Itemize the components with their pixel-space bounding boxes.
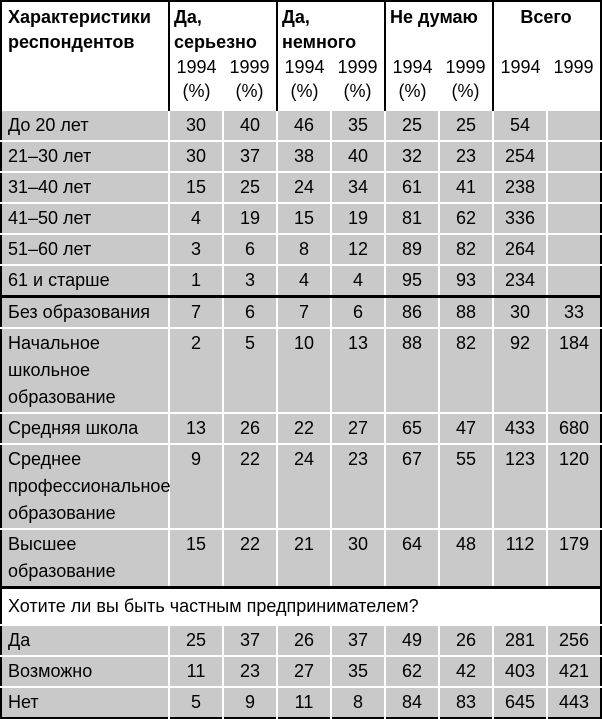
- value-cell: 26: [277, 625, 331, 656]
- row-label: Да: [1, 625, 169, 656]
- value-cell: 234: [493, 265, 547, 297]
- row-label: Возможно: [1, 656, 169, 687]
- value-cell: 25: [439, 111, 493, 141]
- value-cell: 27: [331, 413, 385, 444]
- value-cell: 46: [277, 111, 331, 141]
- table-header: [1, 1, 601, 111]
- value-cell: 22: [223, 444, 277, 529]
- value-cell: 30: [331, 529, 385, 588]
- value-cell: 82: [439, 234, 493, 265]
- value-cell: 38: [277, 141, 331, 172]
- value-cell: 13: [169, 413, 223, 444]
- value-cell: 67: [385, 444, 439, 529]
- value-cell: 48: [439, 529, 493, 588]
- value-cell: 83: [439, 687, 493, 718]
- value-cell: 12: [331, 234, 385, 265]
- table-row: [1, 141, 601, 172]
- value-cell: 5: [223, 328, 277, 413]
- year-header: 1999 (%): [439, 55, 493, 111]
- value-cell: 336: [493, 203, 547, 234]
- value-cell: 84: [385, 687, 439, 718]
- year-header: 1999: [547, 55, 601, 111]
- year-header: 1994 (%): [169, 55, 223, 111]
- value-cell: 120: [547, 444, 601, 529]
- value-cell: 30: [493, 297, 547, 329]
- row-label: 21–30 лет: [1, 141, 169, 172]
- value-cell: 61: [385, 172, 439, 203]
- percent-unit: (%): [290, 81, 319, 101]
- value-cell: [547, 111, 601, 141]
- value-cell: 34: [331, 172, 385, 203]
- value-cell: 8: [277, 234, 331, 265]
- value-cell: 264: [493, 234, 547, 265]
- header-characteristics: Характеристики респондентов: [1, 1, 169, 111]
- value-cell: 40: [223, 111, 277, 141]
- value-cell: 24: [277, 172, 331, 203]
- value-cell: 88: [385, 328, 439, 413]
- table-row: [1, 234, 601, 265]
- value-cell: 62: [439, 203, 493, 234]
- header-group-row: [1, 1, 601, 55]
- value-cell: 23: [439, 141, 493, 172]
- value-cell: [547, 234, 601, 265]
- value-cell: 95: [385, 265, 439, 297]
- value-cell: 88: [439, 297, 493, 329]
- value-cell: 21: [277, 529, 331, 588]
- value-cell: 8: [331, 687, 385, 718]
- percent-unit: (%): [451, 81, 480, 101]
- value-cell: 184: [547, 328, 601, 413]
- value-cell: 112: [493, 529, 547, 588]
- value-cell: 22: [277, 413, 331, 444]
- table-row: [1, 328, 601, 413]
- value-cell: 7: [169, 297, 223, 329]
- value-cell: 25: [223, 172, 277, 203]
- value-cell: 5: [169, 687, 223, 718]
- value-cell: 433: [493, 413, 547, 444]
- value-cell: 27: [277, 656, 331, 687]
- percent-unit: (%): [235, 81, 264, 101]
- percent-unit: (%): [398, 81, 427, 101]
- value-cell: 254: [493, 141, 547, 172]
- table-row: [1, 687, 601, 718]
- year-header: 1994: [493, 55, 547, 111]
- row-label: Средняя школа: [1, 413, 169, 444]
- value-cell: 89: [385, 234, 439, 265]
- table-row: [1, 111, 601, 141]
- value-cell: 35: [331, 111, 385, 141]
- header-group-dont-think: Не думаю: [385, 1, 493, 55]
- value-cell: 32: [385, 141, 439, 172]
- header-group-yes-little: Да, немного: [277, 1, 385, 55]
- row-label: 61 и старше: [1, 265, 169, 297]
- value-cell: 62: [385, 656, 439, 687]
- question-text: Хотите ли вы быть частным предпринимателем?: [1, 588, 601, 626]
- value-cell: 42: [439, 656, 493, 687]
- year-header: 1994 (%): [385, 55, 439, 111]
- value-cell: 11: [277, 687, 331, 718]
- row-label: 41–50 лет: [1, 203, 169, 234]
- value-cell: 19: [223, 203, 277, 234]
- value-cell: 41: [439, 172, 493, 203]
- table-body: [1, 111, 601, 718]
- value-cell: 7: [277, 297, 331, 329]
- value-cell: 238: [493, 172, 547, 203]
- value-cell: 421: [547, 656, 601, 687]
- value-cell: 6: [223, 234, 277, 265]
- table-row: [1, 297, 601, 329]
- value-cell: 19: [331, 203, 385, 234]
- value-cell: 22: [223, 529, 277, 588]
- value-cell: 26: [439, 625, 493, 656]
- table-row: [1, 265, 601, 297]
- value-cell: 4: [169, 203, 223, 234]
- row-label: Начальное школьное образование: [1, 328, 169, 413]
- value-cell: 86: [385, 297, 439, 329]
- value-cell: 47: [439, 413, 493, 444]
- row-label: 31–40 лет: [1, 172, 169, 203]
- value-cell: 680: [547, 413, 601, 444]
- value-cell: 40: [331, 141, 385, 172]
- value-cell: 281: [493, 625, 547, 656]
- table-row: [1, 203, 601, 234]
- value-cell: 179: [547, 529, 601, 588]
- value-cell: [547, 172, 601, 203]
- value-cell: 26: [223, 413, 277, 444]
- value-cell: 25: [385, 111, 439, 141]
- value-cell: 3: [169, 234, 223, 265]
- value-cell: 15: [277, 203, 331, 234]
- value-cell: 9: [169, 444, 223, 529]
- value-cell: [547, 141, 601, 172]
- year-header: 1994 (%): [277, 55, 331, 111]
- value-cell: 23: [223, 656, 277, 687]
- value-cell: 10: [277, 328, 331, 413]
- value-cell: 6: [331, 297, 385, 329]
- table-row: [1, 529, 601, 588]
- value-cell: 15: [169, 529, 223, 588]
- header-group-yes-seriously: Да, серьезно: [169, 1, 277, 55]
- row-label: Высшее образование: [1, 529, 169, 588]
- percent-unit: (%): [343, 81, 372, 101]
- table-row: [1, 444, 601, 529]
- row-label: 51–60 лет: [1, 234, 169, 265]
- value-cell: 2: [169, 328, 223, 413]
- value-cell: 645: [493, 687, 547, 718]
- value-cell: 256: [547, 625, 601, 656]
- value-cell: 6: [223, 297, 277, 329]
- value-cell: 4: [277, 265, 331, 297]
- value-cell: 49: [385, 625, 439, 656]
- value-cell: 55: [439, 444, 493, 529]
- value-cell: 13: [331, 328, 385, 413]
- value-cell: 33: [547, 297, 601, 329]
- value-cell: 1: [169, 265, 223, 297]
- value-cell: 37: [223, 625, 277, 656]
- row-label: Среднее профессиональное образование: [1, 444, 169, 529]
- year-header: 1999 (%): [223, 55, 277, 111]
- value-cell: 11: [169, 656, 223, 687]
- row-label: Без образования: [1, 297, 169, 329]
- value-cell: 81: [385, 203, 439, 234]
- year-header: 1999 (%): [331, 55, 385, 111]
- row-label: Нет: [1, 687, 169, 718]
- value-cell: 65: [385, 413, 439, 444]
- value-cell: [547, 203, 601, 234]
- value-cell: [547, 265, 601, 297]
- value-cell: 54: [493, 111, 547, 141]
- value-cell: 30: [169, 141, 223, 172]
- value-cell: 92: [493, 328, 547, 413]
- value-cell: 4: [331, 265, 385, 297]
- value-cell: 37: [223, 141, 277, 172]
- value-cell: 25: [169, 625, 223, 656]
- table-row: [1, 625, 601, 656]
- value-cell: 9: [223, 687, 277, 718]
- percent-unit: (%): [182, 81, 211, 101]
- question-row: [1, 588, 601, 626]
- value-cell: 15: [169, 172, 223, 203]
- value-cell: 23: [331, 444, 385, 529]
- table-row: [1, 413, 601, 444]
- value-cell: 93: [439, 265, 493, 297]
- value-cell: 64: [385, 529, 439, 588]
- value-cell: 403: [493, 656, 547, 687]
- header-group-total: Всего: [493, 1, 601, 55]
- value-cell: 443: [547, 687, 601, 718]
- value-cell: 30: [169, 111, 223, 141]
- row-label: До 20 лет: [1, 111, 169, 141]
- value-cell: 24: [277, 444, 331, 529]
- value-cell: 37: [331, 625, 385, 656]
- value-cell: 123: [493, 444, 547, 529]
- table-row: [1, 656, 601, 687]
- value-cell: 82: [439, 328, 493, 413]
- table-row: [1, 172, 601, 203]
- value-cell: 3: [223, 265, 277, 297]
- value-cell: 35: [331, 656, 385, 687]
